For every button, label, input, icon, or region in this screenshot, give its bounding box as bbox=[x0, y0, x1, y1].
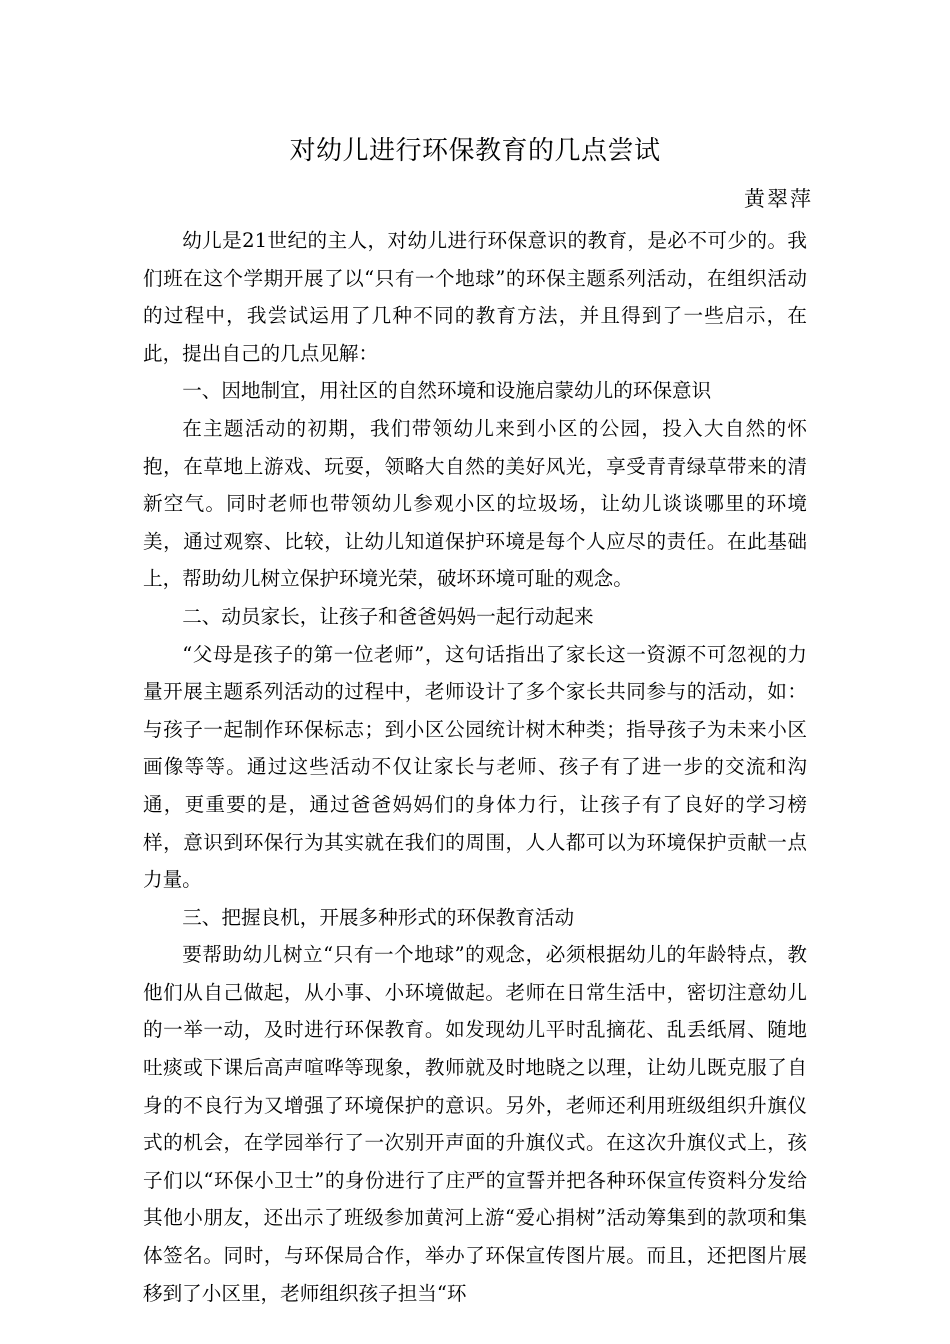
document-title: 对幼儿进行环保教育的几点尝试 bbox=[289, 136, 661, 166]
intro-paragraph: 幼儿是21世纪的主人，对幼儿进行环保意识的教育，是必不可少的。我们班在这个学期开展了以“只有一个地球”的环保主题系列活动，在组织活动的过程中，我尝试运用了几种不同的教育方法，并且得到了一些启示，在此，提出自己的几点见解： bbox=[143, 229, 807, 365]
author-name: 黄翠萍 bbox=[744, 187, 813, 211]
section-paragraph-3: 要帮助幼儿树立“只有一个地球”的观念，必须根据幼儿的年龄特点，教他们从自己做起，从小事、小环境做起。老师在日常生活中，密切注意幼儿的一举一动，及时进行环保教育。如发现幼儿平时乱摘花、乱丢纸屑、随地吐痰或下课后高声喧哗等现象，教师就及时地晓之以理，让幼儿既克服了自身的不良行为又增强了环境保护的意识。另外，老师还利用班级组织升旗仪式的机会，在学园举行了一次别开声面的升旗仪式。在这次升旗仪式上，孩子们以“环保小卫士”的身份进行了庄严的宣誓并把各种环保宣传资料分发给其他小朋友，还出示了班级参加黄河上游“爱心捐树”活动筹集到的款项和集体签名。同时，与环保局合作，举办了环保宣传图片展。而且，还把图片展移到了小区里，老师组织孩子担当“环 bbox=[143, 943, 807, 1305]
section-heading-2: 二、动员家长，让孩子和爸爸妈妈一起行动起来 bbox=[182, 604, 594, 628]
section-heading-1: 一、因地制宜，用社区的自然环境和设施启蒙幼儿的环保意识 bbox=[182, 379, 712, 403]
section-paragraph-1: 在主题活动的初期，我们带领幼儿来到小区的公园，投入大自然的怀抱，在草地上游戏、玩耍，领略大自然的美好风光，享受青青绿草带来的清新空气。同时老师也带领幼儿参观小区的垃圾场，让幼儿谈谈哪里的环境美，通过观察、比较，让幼儿知道保护环境是每个人应尽的责任。在此基础上，帮助幼儿树立保护环境光荣，破坏环境可耻的观念。 bbox=[143, 416, 807, 591]
section-paragraph-2: “父母是孩子的第一位老师”，这句话指出了家长这一资源不可忽视的力量开展主题系列活动的过程中，老师设计了多个家长共同参与的活动，如：与孩子一起制作环保标志；到小区公园统计树木种类；指导孩子为未来小区画像等等。通过这些活动不仅让家长与老师、孩子有了进一步的交流和沟通，更重要的是，通过爸爸妈妈们的身体力行，让孩子有了良好的学习榜样，意识到环保行为其实就在我们的周围，人人都可以为环境保护贡献一点力量。 bbox=[143, 642, 807, 892]
section-heading-3: 三、把握良机，开展多种形式的环保教育活动 bbox=[182, 905, 575, 929]
document-body bbox=[143, 222, 807, 1312]
